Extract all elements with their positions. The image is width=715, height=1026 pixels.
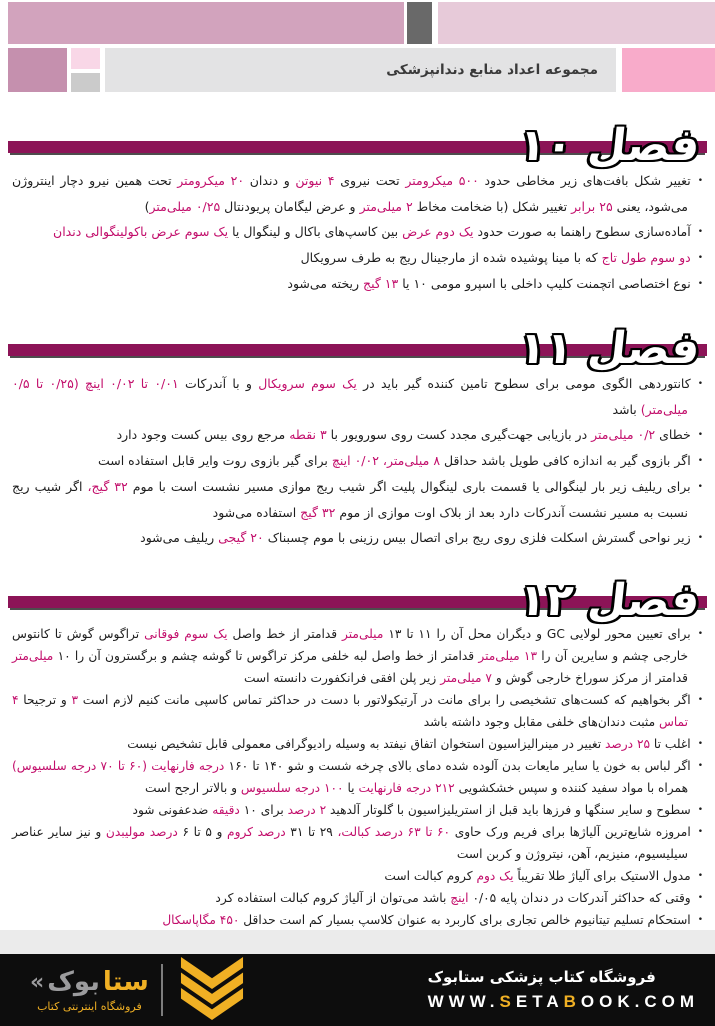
chapter-12-title: فصل ۱۲ (515, 575, 702, 626)
brand-logo (30, 956, 249, 1024)
chapter-11-title: فصل ۱۱ (515, 323, 702, 374)
logo-tagline: فروشگاه اینترنتی کتاب (37, 1000, 142, 1013)
chapter-10-heading (12, 106, 703, 171)
bullet-item: •کانتوردهی الگوی مومی برای سطوح تامین کننده گیر باید در یک سوم سرویکال و با آندرکات ۰/۰۱ تا ۰/۰۲ اینچ (۰/۲۵ تا ۰/۵ میلی‌متر) باشد (12, 376, 703, 417)
bullet-marker: • (697, 761, 704, 771)
page-header (8, 2, 715, 92)
logo-guillemet-mark: « (30, 969, 45, 995)
bullet-item: •استحکام تسلیم تیتانیوم خالص تجاری برای کاربرد به عنوان کلاسپ بسیار کم است حداقل ۴۵۰ مگاپاسکال (162, 913, 703, 927)
header-block-baby-pink (71, 48, 100, 69)
bullet-marker: • (697, 805, 703, 815)
header-block-dusty-pink (8, 2, 404, 44)
bullet-item: •اغلب تا ۲۵ درصد تغییر در مینرالیزاسیون استخوان اتفاق نیفتد به وسیله رادیوگرافی معمولی قابل تشخیص نیست (127, 737, 703, 751)
header-block-rose (8, 48, 67, 92)
running-title: مجموعه اعداد منابع دندانپزشکی (386, 62, 598, 78)
header-block-dark-gray (407, 2, 432, 44)
chapter-11-heading (12, 309, 703, 374)
bullet-marker: • (697, 176, 703, 186)
chapter-11-section (12, 309, 703, 551)
bullet-marker: • (697, 533, 703, 543)
chevron-emblem-icon (175, 956, 249, 1024)
header-block-small-gray (71, 73, 100, 92)
store-info (428, 968, 699, 1012)
bullet-item: •وقتی که حداکثر آندرکات در دندان پایه ۰/۰۵ اینچ باشد می‌توان از آلیاژ کروم کبالت استفاده کرد (215, 891, 703, 905)
bullet-marker: • (697, 915, 703, 925)
bullet-item: •اگر بازوی گیر به اندازه کافی طویل باشد حداقل ۸ میلی‌متر، ۰/۰۲ اینچ برای گیر بازوی روت وایر قابل استفاده است (97, 453, 703, 468)
logo-word-line (30, 967, 149, 997)
bullet-item: •اگر لباس به خون یا سایر مایعات بدن آلوده شده دمای بالای چرخه شست و شو ۱۴۰ تا ۱۶۰ درجه فارنهایت (۶۰ تا ۷۰ درجه سلسیوس) همراه با مواد سفید کننده و سپس خشکشویی ۲۱۲ درجه فارنهایت یا ۱۰۰ درجه سلسیوس و بالاتر ارجح است (12, 759, 704, 795)
bullet-item: •سطوح و سایر سنگها و فرزها باید قبل از استریلیزاسیون با گلوتار آلدهید ۲ درصد برای ۱۰ دقیقه ضدعفونی شود (132, 803, 703, 817)
logo-wordmark (30, 967, 149, 1013)
bullet-item: •تغییر شکل بافت‌های زیر مخاطی حدود ۵۰۰ میکرومتر تحت نیروی ۴ نیوتن و دندان ۲۰ میکرومتر تحت همین نیرو دچار اینتروژن می‌شود، یعنی ۲۵ برابر تغییر شکل (با ضخامت مخاط ۲ میلی‌متر و عرض لیگامان پریودنتال ۰/۲۵ میلی‌متر) (12, 173, 703, 214)
bullet-marker: • (697, 482, 703, 492)
chapter-12-section (12, 561, 703, 931)
bullet-marker: • (697, 629, 703, 639)
bullet-item: •برای ریلیف زیر بار لینگوالی یا قسمت باری لینگوال پلیت اگر شیب ریج موازی مسیر نشست است با موم ۳۲ گیج، اگر شیب ریج نسبت به مسیر نشست آندرکات دارد بعد از بلاک اوت موازی از موم ۳۲ گیج استفاده می‌شود (12, 479, 703, 520)
bullet-marker: • (697, 227, 703, 237)
footer-banner (0, 954, 715, 1026)
bullet-item: •اگر بخواهیم که کست‌های تشخیصی را برای مانت در آرتیکولاتور با دست در حداکثر تماس کاسپی مانت کنیم لازم است ۳ و ترجیحا ۴ تماس مثبت دندان‌های خلفی مقابل وجود داشته باشد (12, 693, 703, 729)
bullet-marker: • (697, 379, 703, 389)
page-bottom-shade (0, 930, 715, 954)
bullet-item: •نوع اختصاصی اتچمنت کلیپ داخلی با اسپرو مومی ۱۰ یا ۱۳ گیج ریخته می‌شود (287, 276, 703, 291)
page-content (0, 106, 715, 931)
bullet-marker: • (697, 695, 703, 705)
bullet-marker: • (697, 456, 703, 466)
header-small-blocks (71, 48, 100, 92)
bullet-item: •خطای ۰/۲ میلی‌متر در بازیابی جهت‌گیری مجدد کست روی سورویور با ۳ نقطه مرجع روی بیس کست وجود دارد (116, 427, 703, 442)
bullet-item: •دو سوم طول تاج که با مینا پوشیده شده از مارجینال ریج به طرف سرویکال (300, 250, 703, 265)
logo-word-gray-part: بوک (47, 967, 100, 997)
bullet-marker: • (697, 827, 704, 837)
chapter-11-bullet-list (12, 371, 703, 551)
bullet-marker: • (697, 871, 703, 881)
bullet-item: •زیر نواحی گسترش اسکلت فلزی روی ریج برای اتصال بیس رزینی با موم چسبناک ۲۰ گیجی ریلیف می‌شود (140, 530, 703, 545)
bullet-item: •امروزه شایع‌ترین آلیاژها برای فریم ورک حاوی ۶۰ تا ۶۳ درصد کبالت، ۲۹ تا ۳۱ درصد کروم و ۵ تا ۶ درصد مولیبدن و نیز سایر عناصر سیلیسیوم، منیزیم، آهن، نیتروژن و کربن است (12, 825, 704, 861)
chapter-12-heading (12, 561, 703, 626)
bullet-marker: • (697, 739, 703, 749)
logo-word-yellow-part: ستا (102, 967, 149, 997)
logo-divider (161, 964, 163, 1016)
bullet-marker: • (697, 253, 703, 263)
store-name: فروشگاه کتاب پزشکی ستابوک (427, 968, 656, 986)
bullet-marker: • (697, 279, 703, 289)
chapter-10-section (12, 106, 703, 297)
bullet-marker: • (697, 893, 703, 903)
bullet-item: •مدول الاستیک برای آلیاژ طلا تقریباً یک دوم کروم کبالت است (384, 869, 703, 883)
book-page (0, 2, 715, 1026)
chapter-12-bullet-list (12, 623, 703, 931)
running-title-bar (105, 48, 616, 92)
header-band-bottom (8, 48, 715, 92)
header-block-bright-pink (622, 48, 715, 92)
chapter-10-bullet-list (12, 168, 703, 297)
website-url: WWW.SETABOOK.COM (427, 992, 699, 1011)
bullet-marker: • (697, 430, 703, 440)
bullet-item: •برای تعیین محور لولایی GC و دیگران محل آن را ۱۱ تا ۱۳ میلی‌متر قدامتر از خط واصل یک سوم فوقانی تراگوس گوش تا کانتوس خارجی چشم و سایرین آن را ۱۳ میلی‌متر قدامتر از خط واصل لبه خلفی مرکز تراگوس تا گوشه چشم و برگسترون آن را ۱۰ میلی‌متر قدامتر از مرکز سوراخ خارجی گوش و ۷ میلی‌متر زیر پلن افقی فرانکفورت دانسته است (12, 627, 703, 685)
bullet-item: •آماده‌سازی سطوح راهنما به صورت حدود یک دوم عرض بین کاسپ‌های باکال و لینگوال یا یک سوم عرض باکولینگوالی دندان (53, 224, 703, 239)
header-block-light-pink (438, 2, 715, 44)
chapter-10-title: فصل ۱۰ (515, 120, 702, 171)
header-band-top (8, 2, 715, 44)
